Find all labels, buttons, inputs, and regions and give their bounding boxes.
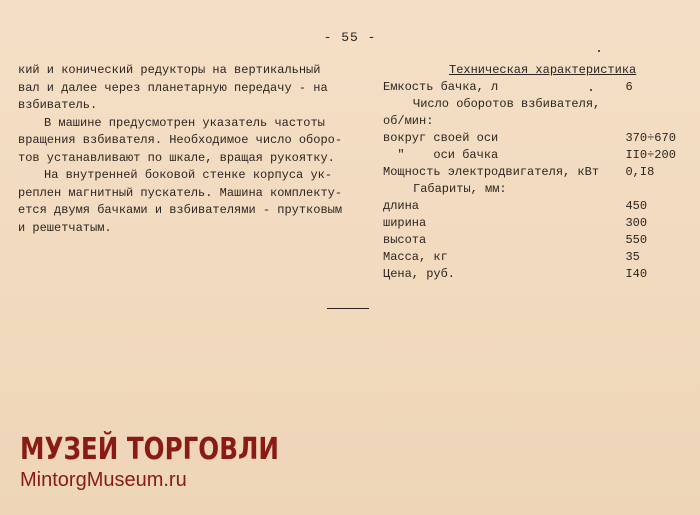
spec-value: 450 — [625, 199, 648, 213]
spec-value: 550 — [625, 233, 648, 247]
spec-heading: Габариты, мм: — [413, 182, 507, 196]
closing-rule — [327, 308, 369, 309]
body-line: тов устанавливают по шкале, вращая рукоятку. — [18, 150, 335, 165]
spec-label: Емкость бачка, л — [383, 80, 499, 94]
body-line: вращения взбивателя. Необходимое число оборо- — [18, 133, 343, 147]
spec-row — [383, 113, 683, 130]
spec-label: " оси бачка — [383, 148, 499, 162]
spec-row — [383, 232, 683, 249]
spec-row — [383, 130, 683, 147]
spec-value — [625, 113, 683, 130]
watermark-url: MintorgMuseum.ru — [20, 469, 187, 491]
spec-value: 35 — [625, 250, 640, 264]
spec-heading: Число оборотов взбивателя, — [413, 97, 601, 111]
spec-value: II0÷200 — [625, 148, 676, 162]
body-line: На внутренней боковой стенке корпуса ук- — [44, 168, 333, 182]
spec-value: 0,I8 — [625, 165, 655, 179]
spec-label: вокруг своей оси — [383, 131, 499, 145]
watermark-title: МУЗЕЙ ТОРГОВЛИ — [20, 432, 279, 467]
spec-label: Масса, кг — [383, 250, 448, 264]
spec-value: I40 — [625, 267, 648, 281]
body-text — [18, 62, 343, 237]
spec-value: 6 — [625, 80, 633, 94]
body-line: ется двумя бачками и взбивателями - прутковым — [18, 203, 343, 217]
spec-row — [383, 198, 683, 215]
body-line: вал и далее через планетарную передачу - на — [18, 80, 328, 95]
body-line: и решетчатым. — [18, 220, 112, 235]
body-line: реплен магнитный пускатель. Машина комплекту- — [18, 185, 343, 200]
spec-label: Цена, руб. — [383, 267, 456, 281]
spec-value: 300 — [625, 216, 648, 230]
spec-row — [383, 249, 683, 266]
spec-row — [383, 147, 683, 164]
ink-dot — [590, 89, 592, 91]
spec-table — [383, 62, 683, 283]
body-line: В машине предусмотрен указатель частоты — [44, 115, 325, 130]
spec-label: высота — [383, 233, 427, 247]
spec-title: Техническая характеристика — [449, 63, 637, 77]
page-number: - 55 - — [323, 30, 377, 45]
spec-label: ширина — [383, 216, 427, 230]
ink-dot — [598, 50, 600, 52]
spec-row — [383, 79, 683, 96]
spec-value: 370÷670 — [625, 131, 676, 145]
spec-label: об/мин: — [383, 114, 434, 128]
body-line: кий и конический редукторы на вертикальный — [18, 63, 321, 77]
spec-label: Мощность электродвигателя, кВт — [383, 165, 600, 179]
body-line: взбиватель. — [18, 98, 98, 112]
spec-row — [383, 266, 683, 283]
museum-watermark — [20, 432, 336, 492]
spec-label: длина — [383, 199, 420, 213]
spec-row — [383, 215, 683, 232]
spec-row — [383, 164, 683, 181]
